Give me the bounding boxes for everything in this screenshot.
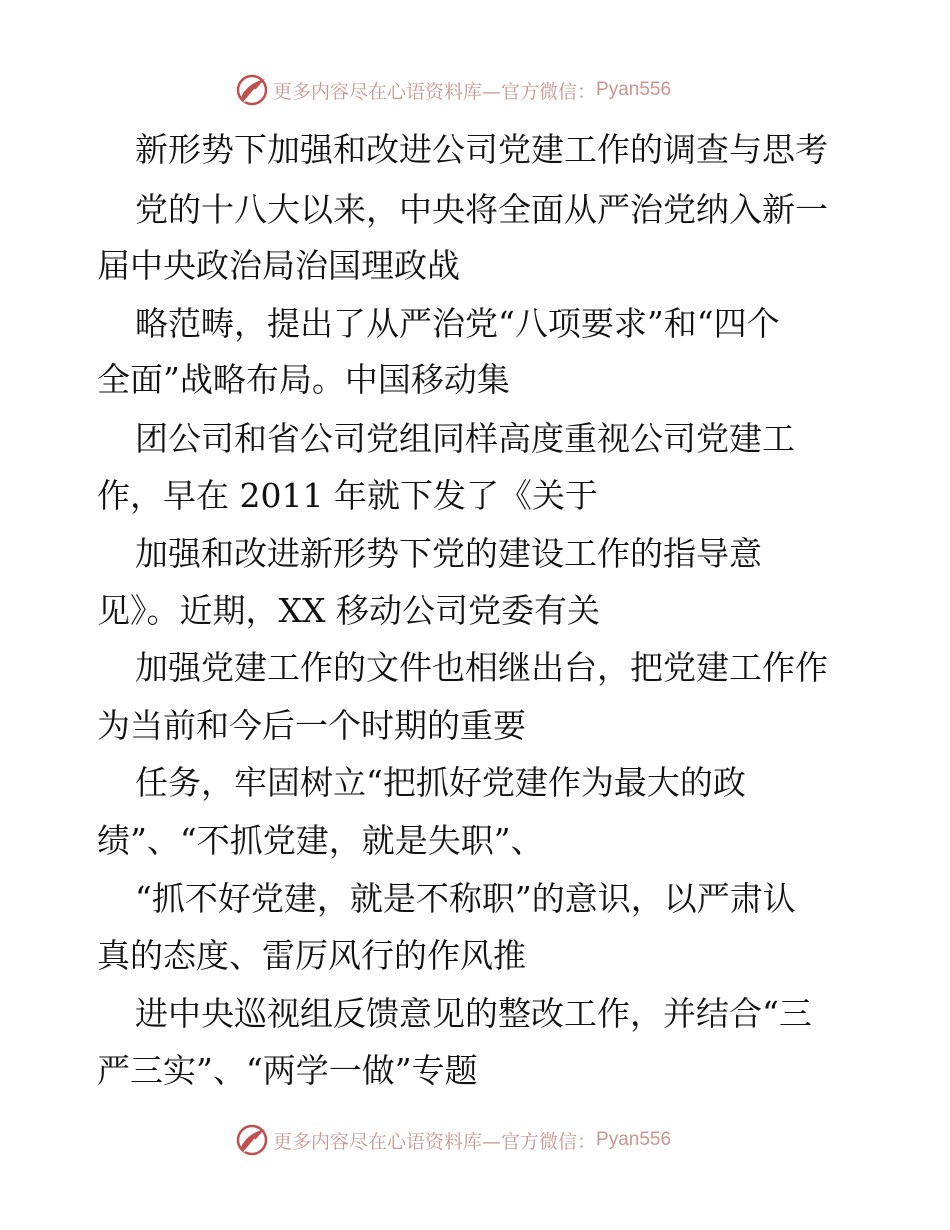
document-title: 新形势下加强和改进公司党建工作的调查与思考 xyxy=(135,130,828,169)
paragraph-line: 届中央政治局治国理政战 xyxy=(97,246,460,285)
paragraph-line: 党的十八大以来，中央将全面从严治党纳入新一 xyxy=(135,190,828,229)
footer-wechat-id: Pyan556 xyxy=(596,1129,672,1150)
footer-banner-text: 更多内容尽在心语资料库—官方微信： xyxy=(273,1130,597,1153)
paragraph-line: 略范畴，提出了从严治党“八项要求”和“四个 xyxy=(135,304,780,343)
header-banner xyxy=(235,72,671,108)
header-wechat-id: Pyan556 xyxy=(596,79,672,100)
paragraph-line: 全面”战略布局。中国移动集 xyxy=(97,360,510,399)
paragraph-line: 绩”、“不抓党建，就是失职”、 xyxy=(97,821,544,860)
brand-logo-icon xyxy=(235,73,269,107)
paragraph-line: 严三实”、“两学一做”专题 xyxy=(97,1051,478,1090)
paragraph-line: 加强党建工作的文件也相继出台，把党建工作作 xyxy=(135,648,828,687)
footer-banner xyxy=(235,1122,671,1158)
paragraph-line: 任务，牢固树立“把抓好党建作为最大的政 xyxy=(135,763,746,802)
paragraph-line: 见》。近期，XX 移动公司党委有关 xyxy=(97,591,600,630)
paragraph-line: 为当前和今后一个时期的重要 xyxy=(97,706,526,745)
paragraph-line: 团公司和省公司党组同样高度重视公司党建工 xyxy=(135,419,795,458)
paragraph-line: 加强和改进新形势下党的建设工作的指导意 xyxy=(135,534,762,573)
paragraph-line: 进中央巡视组反馈意见的整改工作，并结合“三 xyxy=(135,994,812,1033)
brand-logo-icon xyxy=(235,1123,269,1157)
header-banner-text: 更多内容尽在心语资料库—官方微信： xyxy=(273,80,597,103)
paragraph-line: “抓不好党建，就是不称职”的意识，以严肃认 xyxy=(135,879,796,918)
paragraph-line: 真的态度、雷厉风行的作风推 xyxy=(97,936,526,975)
paragraph-line: 作，早在 2011 年就下发了《关于 xyxy=(97,476,598,515)
